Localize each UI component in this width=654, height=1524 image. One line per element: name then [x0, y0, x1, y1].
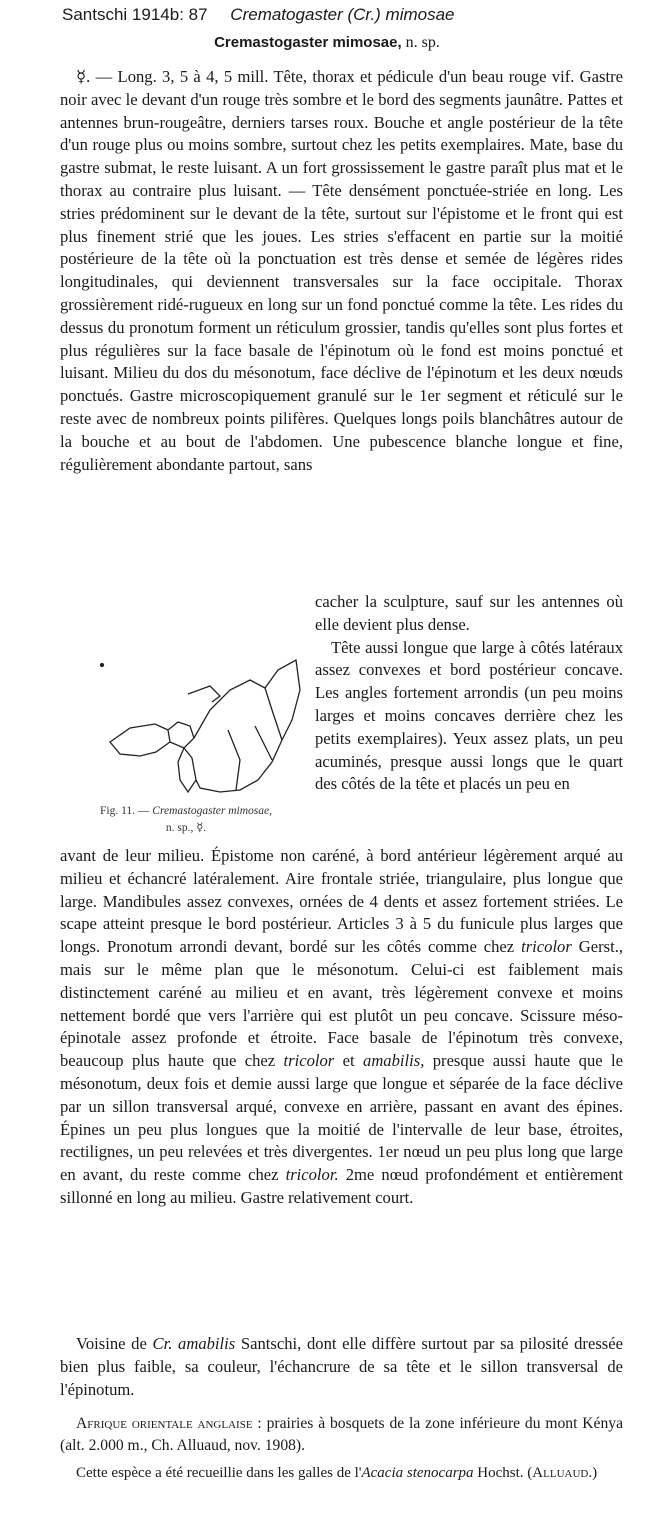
collector-name: Alluaud [532, 1465, 589, 1481]
figure-dot [101, 664, 104, 667]
figure-caption [62, 803, 310, 837]
head-description: Tête aussi longue que large à côtés latéraux assez convexes et bord postérieur concave. Les angles fortement arrondis (un peu moins larges et moins concaves derrière chez les petits exemplaires). Yeux assez plats, un peu acuminés, presque aussi longs que le quart des côtés de la tête et placés un peu en [315, 637, 623, 794]
text-run: Hochst. ( [473, 1465, 533, 1481]
locality-paragraph [60, 1413, 623, 1457]
species-status: n. sp. [401, 34, 440, 51]
description-paragraph: ☿. — Long. 3, 5 à 4, 5 mill. Tête, thorax et pédicule d'un beau rouge vif. Gastre noir avec le devant d'un rouge très sombre et le bord des segments jaunâtre. Pattes et antennes brun-rougeâtre, derniers tarses roux. Bouche et angle postérieur de la tête d'un rouge plus ou moins sombre, surtout chez les petits exemplaires. Mate, base du gastre submat, le reste luisant. A un fort grossissement le gastre paraît plus mat et le thorax au contraire plus luisant. — Tête densément ponctuée-striée en long. Les stries prédominent sur le devant de la tête, surtout sur l'épistome et le front qui est plus finement strié que les joues. Les stries s'effacent en partie sur la moitié postérieure de la tête où la ponctuation est très dense et semée de légères rides longitudinales, qui deviennent transversales sur la face occipitale. Thorax grossièrement ridé-rugueux en long sur un fond ponctué comme la tête. Les rides du dessus du pronotum forment un réticulum grossier, tandis qu'elles sont plus fortes et plus régulières sur la face basale de l'épinotum où le fond est moins ponctué et luisant. Milieu du dos du mésonotum, face déclive de l'épinotum et les deux nœuds ponctués. Gastre microscopiquement granulé sur le 1er segment et réticulé sur le reste avec de nombreux points pilifères. Quelques longs poils blanchâtres autour de la bouche et au bout de l'abdomen. Une pubescence blanche longue et fine, régulièrement abondante partout, sans [60, 67, 623, 474]
node-outline [178, 748, 196, 792]
citation: Santschi 1914b: 87 [62, 5, 208, 24]
text-run: avant de leur milieu. Épistome non caréné, à bord antérieur légèrement arqué au milieu et échancré latéralement. Aire frontale striée, triangulaire, plus longue que large. Mandibules assez convexes, ornées de 4 dents et assez fortement striées. Le scape atteint presque le bord postérieur. Articles 3 à 5 du funicule plus larges que longs. Pronotum arrondi devant, bordé sur les côtés comme chez [60, 846, 623, 957]
host-paragraph [60, 1462, 623, 1484]
text-run: : prairies à bosquets de la zone inférieure du mont Kénya (alt. 2.000 m., Ch. Alluaud, nov. 1908). [60, 1415, 623, 1454]
taxon-italic: amabilis, [363, 1051, 425, 1071]
text-run: 2me nœud profondément et entièrement sillonné en long au milieu. Gastre relativement court. [60, 1165, 623, 1207]
specimen-figure [60, 630, 310, 810]
thorax-outline [194, 660, 300, 792]
text-run: Voisine de [76, 1334, 153, 1353]
comparison-paragraph [60, 1333, 623, 1401]
page-header [62, 5, 455, 25]
taxon-italic: tricolor. [285, 1165, 339, 1185]
morphology-paragraph [60, 845, 623, 1210]
text-run: Cette espèce a été recueillie dans les galles de l' [76, 1465, 362, 1481]
host-plant-italic: Acacia stenocarpa [361, 1465, 474, 1481]
caption-prefix: Fig. 11. — [100, 805, 153, 817]
taxon-italic: Cr. amabilis [152, 1334, 236, 1353]
text-run: .) [588, 1465, 598, 1481]
text-run: presque aussi haute que le mésonotum, deux fois et demie aussi large que longue et séparée de la face déclive par un sillon transversal arqué, convexe en arrière, passant en avant des épines. Épines un peu plus longues que la moitié de l'intervalle de leur base, étroites, rectilignes, un peu relevées et très divergentes. 1er nœud un peu plus long que large en avant, du reste comme chez [60, 1051, 623, 1185]
locality-name: Afrique orientale anglaise [76, 1415, 253, 1432]
species-name: Cremastogaster mimosae, [214, 34, 402, 51]
right-column [315, 591, 623, 796]
right-column-continuation: cacher la sculpture, sauf sur les antennes où elle devient plus dense. [315, 592, 623, 634]
head-outline [110, 724, 170, 756]
caption-suffix: n. sp., ☿. [165, 822, 207, 834]
text-run: Santschi, dont elle diffère surtout par sa pilosité dressée bien plus faible, sa couleur, l'échancrure de sa tête et le sillon transversal de l'épinotum. [60, 1334, 623, 1399]
text-run: Gerst., mais sur le même plan que le mésonotum. Celui-ci est faiblement mais distinctement caréné au milieu et en avant, très légèrement convexe et moins nettement bordé que vers l'arrière qui est plutôt un peu concave. Scissure méso-épinotale assez profonde et étroite. Face basale de l'épinotum très convexe, beaucoup plus haute que chez [60, 937, 624, 1071]
epinotum-spine [188, 686, 220, 702]
taxon-italic: tricolor [521, 937, 572, 957]
pedicel-outline [168, 722, 194, 748]
taxon-italic: tricolor [283, 1051, 335, 1071]
leg-outline [228, 726, 272, 790]
species-title [0, 34, 654, 52]
gaster-outline [265, 688, 282, 740]
text-run: et [334, 1051, 364, 1071]
taxon-name: Crematogaster (Cr.) mimosae [230, 5, 455, 24]
caption-species: Cremastogaster mimosae, [152, 805, 272, 817]
